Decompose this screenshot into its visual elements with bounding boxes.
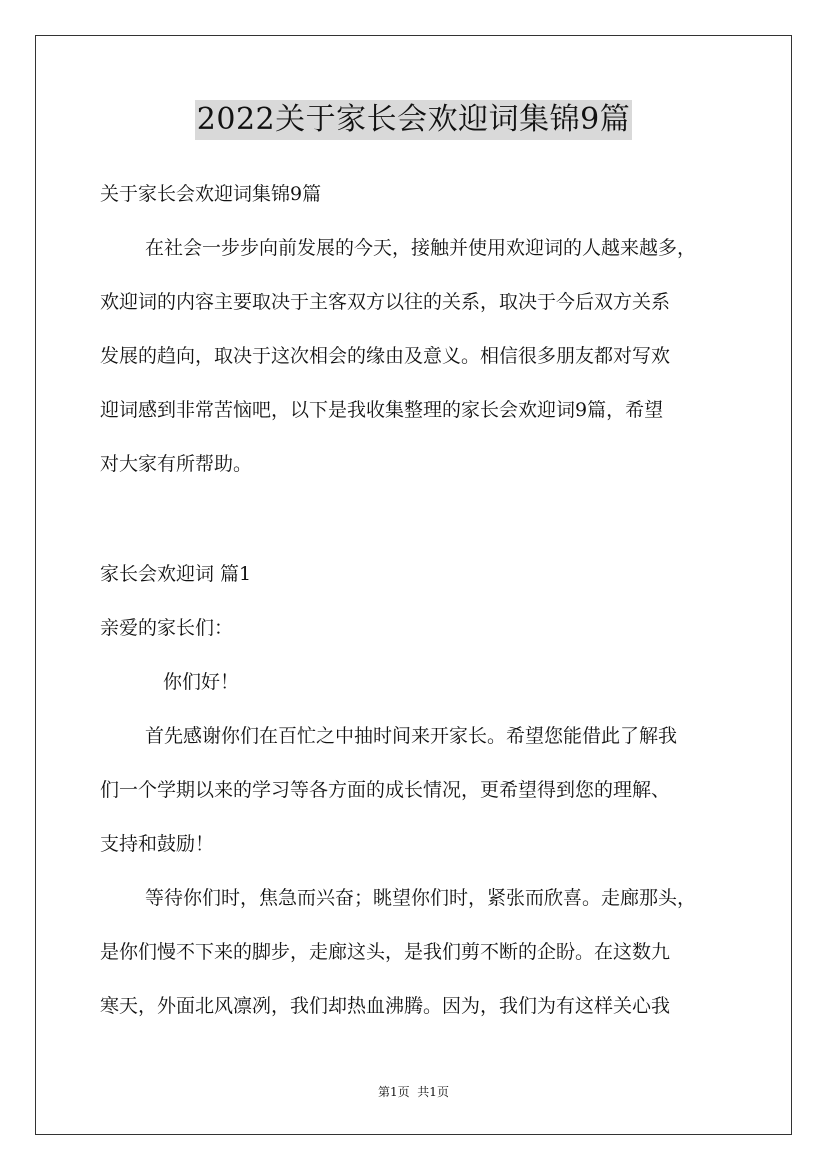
body-line-3: 支持和鼓励！	[100, 833, 215, 855]
document-title: 2022关于家长会欢迎词集锦9篇	[195, 100, 632, 140]
body-line-6: 寒天，外面北风凛冽，我们却热血沸腾。因为，我们为有这样关心我	[100, 995, 671, 1017]
body-line-2: 们一个学期以来的学习等各方面的成长情况，更希望得到您的理解、	[100, 779, 671, 801]
title-container	[0, 100, 827, 140]
subtitle: 关于家长会欢迎词集锦9篇	[100, 183, 322, 205]
section-heading: 家长会欢迎词 篇1	[100, 563, 252, 585]
intro-line-1: 在社会一步步向前发展的今天，接触并使用欢迎词的人越来越多，	[145, 237, 697, 259]
intro-line-4: 迎词感到非常苦恼吧，以下是我收集整理的家长会欢迎词9篇，希望	[100, 399, 664, 421]
intro-line-2: 欢迎词的内容主要取决于主客双方以往的关系，取决于今后双方关系	[100, 291, 671, 313]
intro-line-3: 发展的趋向，取决于这次相会的缘由及意义。相信很多朋友都对写欢	[100, 345, 671, 367]
page-footer: 第1页 共1页	[378, 1085, 449, 1099]
greeting: 你们好！	[163, 671, 240, 693]
intro-line-5: 对大家有所帮助。	[100, 453, 253, 475]
body-line-4: 等待你们时，焦急而兴奋；眺望你们时，紧张而欣喜。走廊那头，	[145, 887, 697, 909]
body-line-5: 是你们慢不下来的脚步，走廊这头，是我们剪不断的企盼。在这数九	[100, 941, 671, 963]
body-line-1: 首先感谢你们在百忙之中抽时间来开家长。希望您能借此了解我	[145, 725, 678, 747]
salutation: 亲爱的家长们：	[100, 617, 234, 639]
